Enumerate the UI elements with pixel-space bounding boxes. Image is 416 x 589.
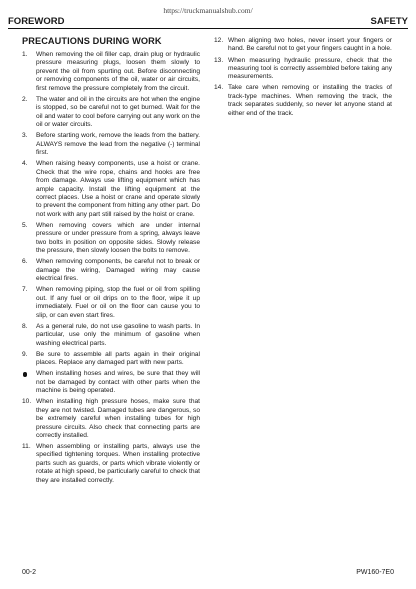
item-number: 10.	[22, 398, 32, 406]
item-text: When removing covers which are under internal pressure or under pressure from a spring, always leave two bolts in position on opposite sides. Slowly release the pressure, then slowly loosen the bolts to remove.	[36, 221, 200, 255]
item-number: 14.	[214, 84, 224, 92]
item-number: 6.	[22, 258, 28, 266]
precaution-item	[214, 57, 392, 82]
item-number: 11.	[22, 443, 31, 451]
right-column	[214, 37, 392, 121]
item-number: 2.	[22, 95, 28, 103]
source-url[interactable]: https://truckmanualshub.com/	[163, 6, 253, 15]
item-number: 12.	[214, 37, 224, 44]
precaution-item	[214, 84, 392, 118]
page-header	[8, 16, 408, 29]
item-text: When installing hoses and wires, be sure that they will not be damaged by contact with other parts when the machine is being operated.	[36, 370, 200, 395]
section-title: PRECAUTIONS DURING WORK	[22, 36, 162, 46]
precaution-item	[22, 370, 200, 395]
item-text: When aligning two holes, never insert your fingers or hand. Be careful not to get your fingers caught in a hole.	[228, 37, 392, 53]
item-text: Be sure to assemble all parts again in their original places. Replace any damaged part with new parts.	[36, 350, 200, 367]
item-text: When removing components, be careful not to break or damage the wiring, Damaged wiring may cause electrical fires.	[36, 258, 200, 283]
item-number: 1.	[22, 51, 28, 58]
precaution-item	[22, 443, 200, 485]
precaution-item	[22, 286, 200, 320]
precaution-item	[22, 96, 200, 130]
item-text: When raising heavy components, use a hoist or crane. Check that the wire rope, chains and hooks are free from damage. Always use lifting equipment which has ample capacity. Install the lifting equipment at the correct places. Use a hoist or crane and operate slowly to prevent the component from hitting any other part. Do not work with any part still raised by the hoist or crane.	[36, 160, 200, 218]
precaution-item	[22, 222, 200, 256]
item-text: The water and oil in the circuits are hot when the engine is stopped, so be careful not to get burned. Wait for the oil and water to cool before carrying out any work on the oil or water circuits.	[36, 95, 200, 129]
document-code: PW160-7E0	[356, 569, 394, 576]
item-number: 5.	[22, 221, 28, 229]
precaution-item	[22, 258, 200, 283]
item-text: When installing high pressure hoses, make sure that they are not twisted. Damaged tubes are dangerous, so be extremely careful when installing tubes for high pressure circuits. Also check that connecting parts are correctly installed.	[36, 398, 200, 439]
item-text: Take care when removing or installing the tracks of track-type machines. When removing the track, the track separates suddenly, so never let anyone stand at either end of the track.	[228, 84, 392, 117]
page-number: 00-2	[22, 569, 37, 576]
item-number: 4.	[22, 160, 28, 168]
precaution-item	[214, 37, 392, 54]
header-topic-label: SAFETY	[370, 16, 408, 27]
precaution-item	[22, 323, 200, 348]
item-number: 8.	[22, 322, 28, 330]
precaution-item	[22, 160, 200, 219]
item-text: Before starting work, remove the leads from the battery. ALWAYS remove the lead from the negative (-) terminal first.	[36, 132, 200, 157]
left-column	[22, 36, 200, 488]
precaution-item	[22, 51, 200, 93]
item-number: 3.	[22, 132, 28, 140]
item-text: When removing piping, stop the fuel or oil from spilling out. If any fuel or oil drips on to the floor, wipe it up immediately. Fuel or oil on the floor can cause you to slip, or can even start fires.	[36, 286, 200, 319]
precaution-item	[22, 398, 200, 440]
item-number: 7.	[22, 286, 28, 294]
bullet-icon	[23, 372, 27, 376]
item-text: When measuring hydraulic pressure, check that the measuring tool is correctly assembled before taking any measurements.	[228, 56, 392, 81]
item-text: When removing the oil filler cap, drain plug or hydraulic pressure measuring plugs, loosen them slowly to prevent the oil from spurting out. Before disconnecting or removing components of the oil, water or air circuits, first remove the pressure completely from the circuit.	[36, 51, 200, 92]
item-text: As a general rule, do not use gasoline to wash parts. In particular, use only the minimum of gasoline when washing electrical parts.	[36, 322, 200, 347]
header-rule	[8, 28, 408, 29]
precaution-item	[22, 132, 200, 157]
item-text: When assembling or installing parts, always use the specified tightening torques. When installing protective parts such as guards, or parts which vibrate violently or rotate at high speed, be particularly careful to check that they are installed correctly.	[36, 443, 200, 484]
item-number: 13.	[214, 56, 224, 64]
header-section-label: FOREWORD	[8, 16, 65, 27]
item-number: 9.	[22, 350, 28, 358]
precaution-item	[22, 351, 200, 368]
